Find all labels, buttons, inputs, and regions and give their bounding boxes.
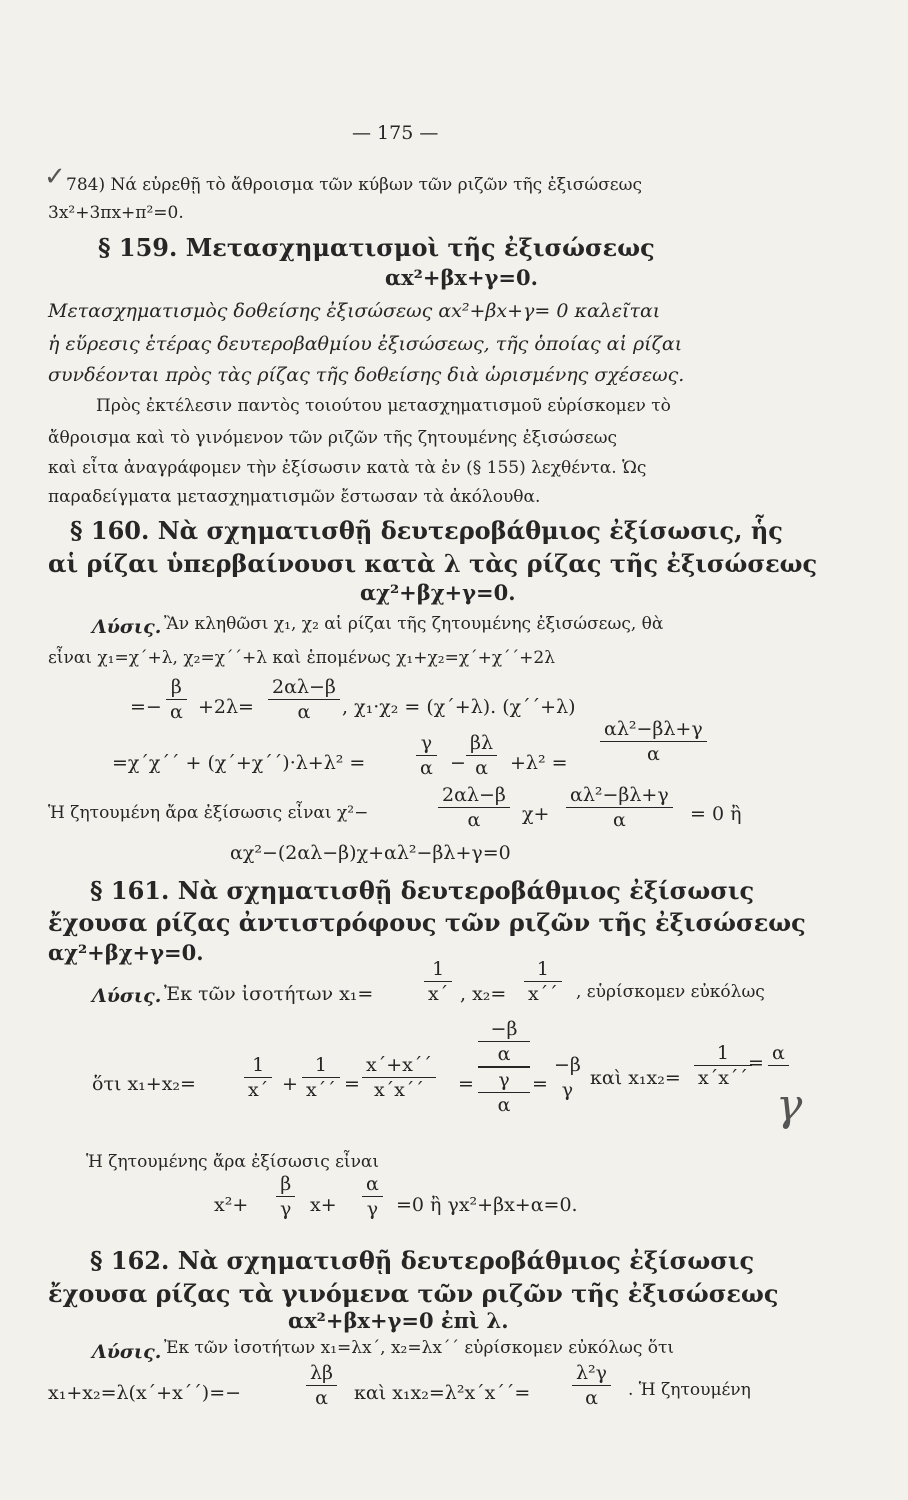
fraction-1-over-x2	[524, 958, 562, 1005]
fraction-a-over-g-2	[362, 1173, 383, 1220]
section-162-title-line2: ἔχουσα ρίζας τὰ γινόμενα τῶν ριζῶν τῆς ἐξισώσεως	[48, 1279, 779, 1308]
denominator: α	[315, 1387, 328, 1409]
denominator: α	[297, 701, 311, 723]
fraction-bar	[438, 807, 510, 808]
numerator: 1	[432, 958, 445, 980]
eq-x2: , x₂=	[460, 983, 507, 1005]
section-161-title-line1: § 161. Νὰ σχηματισθῇ δευτεροβάθμιος ἐξίσωσις	[90, 876, 755, 905]
fraction-bar	[768, 1065, 789, 1066]
section-159-para-line4: παραδείγματα μετασχηματισμῶν ἔστωσαν τὰ ἀκόλουθα.	[48, 487, 541, 507]
fraction-bar	[694, 1065, 752, 1066]
denominator: γ	[280, 1198, 292, 1220]
numerator: αλ²−βλ+γ	[570, 784, 669, 806]
fraction-bar	[276, 1196, 295, 1197]
sum-expression: ὅτι x₁+x₂=	[92, 1073, 196, 1095]
section-161-result: =0 ἢ γx²+βx+α=0.	[396, 1194, 578, 1216]
eq-x-plus: x+	[310, 1194, 337, 1216]
exercise-784-line2: 3x²+3πx+π²=0.	[48, 203, 184, 223]
eq-chi-plus: χ+	[522, 803, 550, 825]
eq-find-easily: , εὑρίσκομεν εὐκόλως	[576, 982, 765, 1002]
fraction-bar	[416, 755, 437, 756]
eq-minus: =−	[130, 696, 162, 718]
fraction-1-over-xx	[694, 1042, 752, 1089]
section-160-result: αχ²−(2αλ−β)χ+αλ²−βλ+γ=0	[230, 842, 511, 864]
denominator: α	[475, 757, 488, 779]
numerator: 1	[536, 958, 549, 980]
equals-2: =	[458, 1073, 474, 1095]
denominator: γ	[366, 1198, 379, 1220]
checkmark-icon: ✓	[44, 162, 66, 192]
section-159-def-line2: ἡ εὕρεσις ἑτέρας δευτεροβαθμίου ἐξισώσεως, τῆς ὁποίας αἱ ρίζαι	[48, 333, 683, 355]
fraction-bar	[306, 1385, 337, 1386]
eq-zero-or: = 0 ἢ	[690, 803, 742, 825]
section-160-line1: Ἂν κληθῶσι χ₁, χ₂ αἱ ρίζαι τῆς ζητουμένης ἐξισώσεως, θὰ	[164, 614, 664, 634]
section-161-lysis-label: Λύσις.	[92, 985, 162, 1007]
denominator: α	[585, 1387, 598, 1409]
numerator: 1	[716, 1042, 730, 1064]
numerator: γ	[420, 732, 433, 754]
fraction-sum-over-product	[362, 1054, 436, 1101]
lower-numerator: γ	[498, 1069, 510, 1091]
fraction-bar	[362, 1196, 383, 1197]
numerator: −β	[554, 1054, 581, 1076]
fraction-bar	[478, 1041, 530, 1042]
fraction-1-over-xp	[244, 1054, 272, 1101]
lower-denominator: α	[497, 1094, 511, 1116]
section-161-line1: Ἐκ τῶν ἰσοτήτων x₁=	[164, 983, 374, 1005]
section-159-para-line2: ἄθροισμα καὶ τὸ γινόμενον τῶν ριζῶν τῆς ζητουμένης ἐξισώσεως	[48, 428, 618, 448]
plus-sign: +	[282, 1073, 298, 1095]
fraction-b-over-g	[276, 1173, 295, 1220]
section-160-line5: Ἡ ζητουμένη ἄρα ἐξίσωσις εἶναι χ²−	[48, 803, 369, 823]
fraction-bar	[166, 699, 187, 700]
denominator: α	[170, 701, 183, 723]
page-number: — 175 —	[352, 122, 439, 144]
denominator: α	[646, 743, 660, 765]
numerator: βλ	[470, 732, 494, 754]
fraction-bar	[244, 1077, 272, 1078]
section-159-def-line3: συνδέονται πρὸς τὰς ρίζας τῆς δοθείσης διὰ ὡρισμένης σχέσεως.	[48, 364, 685, 386]
eq-plus-l2: +λ² =	[510, 752, 568, 774]
fraction-bar	[524, 981, 562, 982]
section-160-title-line1: § 160. Νὰ σχηματισθῇ δευτεροβάθμιος ἐξίσωσις, ἧς	[70, 516, 783, 545]
fraction-2ab-over-a	[268, 676, 340, 723]
denominator: α	[420, 757, 433, 779]
numerator: α	[366, 1173, 379, 1195]
equals-1: =	[344, 1073, 360, 1095]
section-160-equation: αχ²+βχ+γ=0.	[360, 580, 516, 605]
section-162-sum: x₁+x₂=λ(x΄+x΄΄)=−	[48, 1382, 242, 1404]
exercise-784-line1: 784) Νά εὑρεθῇ τὸ ἄθροισμα τῶν κύβων τῶν ριζῶν τῆς ἐξισώσεως	[66, 175, 642, 195]
fraction-l2g-over-a	[572, 1362, 611, 1409]
section-162-equation: αx²+βx+γ=0 ἐπὶ λ.	[288, 1308, 509, 1333]
equals-4: =	[748, 1052, 764, 1074]
fraction-long-over-a-2	[566, 784, 673, 831]
compound-fraction	[478, 1018, 530, 1116]
and-product: καὶ x₁x₂=	[590, 1067, 681, 1089]
fraction-bl-over-a	[466, 732, 497, 779]
fraction-bar	[550, 1077, 585, 1078]
denominator: α	[467, 809, 481, 831]
section-162-lysis-label: Λύσις.	[92, 1341, 162, 1363]
section-159-para-line1: Πρὸς ἐκτέλεσιν παντὸς τοιούτου μετασχηματισμοῦ εὑρίσκομεν τὸ	[96, 396, 671, 416]
eq-x2-plus: x²+	[214, 1194, 249, 1216]
fraction-b-over-a	[166, 676, 187, 723]
fraction-bar	[572, 1385, 611, 1386]
numerator: λ²γ	[576, 1362, 608, 1384]
denominator: x΄	[428, 983, 449, 1005]
numerator: 2αλ−β	[442, 784, 506, 806]
fraction-long-over-a	[600, 718, 707, 765]
section-160-lysis-label: Λύσις.	[92, 616, 162, 638]
denominator: x΄x΄΄	[698, 1067, 748, 1089]
denominator: x΄΄	[306, 1079, 336, 1101]
section-162-product: καὶ x₁x₂=λ²x΄x΄΄=	[354, 1382, 531, 1404]
denominator: x΄΄	[528, 983, 558, 1005]
eq-plus-2l: +2λ=	[198, 696, 254, 718]
section-159-para-line3: καὶ εἶτα ἀναγράφομεν τὴν ἐξίσωσιν κατὰ τὰ ἐν (§ 155) λεχθέντα. Ὡς	[48, 458, 647, 478]
fraction-1-over-xpp	[302, 1054, 340, 1101]
handwritten-gamma: γ	[776, 1080, 803, 1131]
section-159-def-line1: Μετασχηματισμὸς δοθείσης ἐξισώσεως αx²+βx+γ= 0 καλεῖται	[48, 300, 661, 322]
section-159-equation: αx²+βx+γ=0.	[385, 265, 538, 290]
inner-numerator: −β	[490, 1018, 518, 1040]
main-fraction-bar	[478, 1066, 530, 1068]
section-159-title: § 159. Μετασχηματισμοὶ τῆς ἐξισώσεως	[98, 233, 655, 262]
equals-3: =	[532, 1073, 548, 1095]
fraction-bar	[600, 741, 707, 742]
fraction-bar	[302, 1077, 340, 1078]
section-161-title-line2: ἔχουσα ρίζας ἀντιστρόφους τῶν ριζῶν τῆς ἐξισώσεως	[48, 908, 806, 937]
numerator: 1	[314, 1054, 327, 1076]
fraction-minus-b-over-g	[550, 1054, 585, 1101]
fraction-bar	[478, 1092, 530, 1093]
fraction-g-over-a	[416, 732, 437, 779]
denominator: x΄x΄΄	[373, 1079, 424, 1101]
section-161-equation: αχ²+βχ+γ=0.	[48, 940, 204, 965]
numerator: λβ	[310, 1362, 334, 1384]
fraction-bar	[566, 807, 673, 808]
section-162-continuation: . Ἡ ζητουμένη	[628, 1380, 751, 1400]
fraction-bar	[362, 1077, 436, 1078]
fraction-lb-over-a	[306, 1362, 337, 1409]
product-expansion: =χ΄χ΄΄ + (χ΄+χ΄΄)·λ+λ² =	[112, 752, 366, 774]
numerator: α	[772, 1042, 785, 1064]
fraction-bar	[424, 981, 452, 982]
section-162-line1: Ἐκ τῶν ἰσοτήτων x₁=λx΄, x₂=λx΄΄ εὑρίσκομεν εὐκόλως ὅτι	[164, 1338, 675, 1358]
section-160-line2: εἶναι χ₁=χ΄+λ, χ₂=χ΄΄+λ καὶ ἑπομένως χ₁+χ₂=χ΄+χ΄΄+2λ	[48, 648, 556, 668]
inner-denominator: α	[497, 1043, 511, 1065]
fraction-bar	[268, 699, 340, 700]
fraction-bar	[466, 755, 497, 756]
section-162-title-line1: § 162. Νὰ σχηματισθῇ δευτεροβάθμιος ἐξίσωσις	[90, 1246, 755, 1275]
numerator: x΄+x΄΄	[366, 1054, 432, 1076]
section-160-title-line2: αἱ ρίζαι ὑπερβαίνουσι κατὰ λ τὰς ρίζας τῆς ἐξισώσεως	[48, 549, 818, 578]
product-expression: , χ₁·χ₂ = (χ΄+λ). (χ΄΄+λ)	[342, 696, 576, 718]
numerator: αλ²−βλ+γ	[604, 718, 703, 740]
eq-minus-2: −	[450, 752, 466, 774]
section-161-line3: Ἡ ζητουμένης ἄρα ἐξίσωσις εἶναι	[86, 1152, 380, 1172]
numerator: β	[170, 676, 182, 698]
denominator: x΄	[248, 1079, 269, 1101]
numerator: β	[280, 1173, 292, 1195]
numerator: 1	[252, 1054, 265, 1076]
denominator: α	[612, 809, 626, 831]
fraction-1-over-x1	[424, 958, 452, 1005]
numerator: 2αλ−β	[272, 676, 336, 698]
denominator: γ	[561, 1079, 574, 1101]
fraction-2ab-over-a-2	[438, 784, 510, 831]
